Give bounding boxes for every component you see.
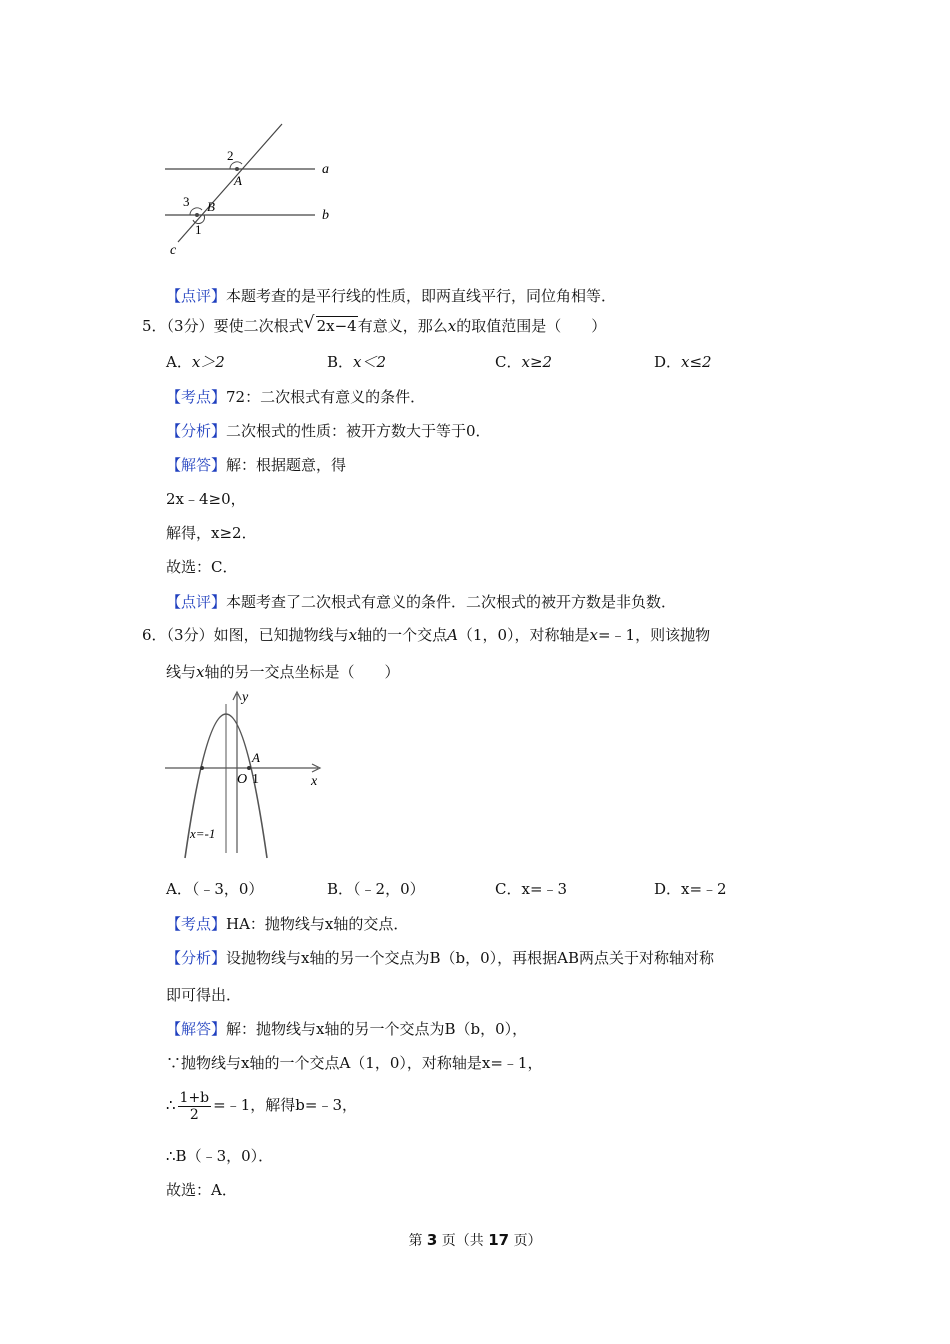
label-y: y [242,690,249,705]
q5-var: x [447,317,457,335]
q5-jieda [166,455,346,475]
parabola-figure [160,688,335,860]
q6-step3: ∴B（﹣3，0）． [166,1147,274,1165]
q4-comment [166,286,616,306]
fraction-denominator: 2 [189,1106,199,1123]
comment-tag: 【点评】 [166,287,227,305]
stem-text: （1，0），对称轴是 [457,626,590,644]
q5-option-c [495,352,552,372]
jieda-tag: 【解答】 [166,1020,227,1038]
therefore-symbol: ∴ [166,1096,176,1114]
jieda-text: 解：抛物线与x轴的另一个交点为B（b，0）， [226,1020,528,1038]
line-c [178,124,282,242]
q6-option-b [327,879,425,899]
point-A-dot [247,766,251,770]
fenxi-tag: 【分析】 [166,949,227,967]
sqrt-expression [303,313,358,336]
option-letter: B． [327,353,354,371]
fraction [178,1090,212,1123]
footer-text: 页） [513,1233,542,1249]
label-1: 1 [252,772,259,787]
q5-step3: 故选：C． [166,558,238,576]
q5-option-a [166,352,225,372]
label-b: b [322,208,329,223]
q5-option-d [654,352,712,372]
point-A-dot [235,167,239,171]
option-expr: x=﹣3 [521,880,568,898]
stem-var: x [589,626,598,644]
kaodian-text: 72：二次根式有意义的条件． [226,388,426,406]
q5-stem-pre: 5．（3分）要使二次根式 [142,317,304,335]
q6-fenxi-line1 [166,948,714,968]
q5-step2: 解得，x≥2． [166,524,257,542]
stem-var: x [196,663,205,681]
kaodian-text: HA：抛物线与x轴的交点． [226,915,409,933]
label-A: A [252,750,260,765]
q5-stem-mid: 有意义，那么 [357,317,448,335]
q6-stem-line2 [166,662,400,682]
label-x: x [311,774,318,789]
label-c: c [170,243,177,258]
option-letter: A． [166,353,192,371]
q5-fenxi [166,421,491,441]
option-letter: D． [654,880,682,898]
step-text: =﹣1，解得b=﹣3， [213,1096,357,1114]
fenxi-text: 设抛物线与x轴的另一个交点为B（b，0），再根据AB两点关于对称轴对称 [226,949,715,967]
stem-var: A [447,626,458,644]
q6-option-a [166,879,263,899]
option-expr: x≤2 [681,353,712,371]
option-expr: x=﹣2 [681,880,727,898]
option-expr: x＜2 [353,353,387,371]
option-expr: （﹣3，0） [191,880,264,898]
parallel-lines-figure [160,118,360,263]
q5-comment [166,592,676,612]
label-1: 1 [195,222,202,237]
option-letter: C． [495,353,522,371]
stem-var: x [348,626,358,644]
fraction-numerator: 1+b [179,1089,210,1106]
option-letter: B． [327,880,354,898]
jieda-text: 解：根据题意，得 [226,456,347,474]
kaodian-tag: 【考点】 [166,915,227,933]
radicand: 2x−4 [316,317,357,335]
q6-kaodian [166,914,408,934]
symmetry-axis-label: x=-1 [190,826,216,841]
kaodian-tag: 【考点】 [166,388,227,406]
stem-text: =﹣1，则该抛物 [597,626,711,644]
point-B-dot [195,213,199,217]
q6-stem-line1 [142,625,710,645]
stem-text: 6．（3分）如图，已知抛物线与 [142,626,349,644]
option-expr: （﹣2，0） [353,880,425,898]
comment-text: 本题考查了二次根式有意义的条件．二次根式的被开方数是非负数． [226,593,677,611]
option-letter: C． [495,880,522,898]
label-3: 3 [183,194,190,209]
total-pages: 17 [488,1231,510,1249]
footer-text: 第 [408,1233,423,1249]
stem-text: 轴的一个交点 [357,626,448,644]
label-O: O [237,772,248,787]
q6-step2 [166,1088,357,1123]
q6-step1: ∵抛物线与x轴的一个交点A（1，0），对称轴是x=﹣1， [166,1054,543,1072]
label-2: 2 [227,148,234,163]
stem-text: 线与 [166,663,197,681]
label-A: A [234,173,242,188]
q6-option-d [654,879,727,899]
page-number: 3 [426,1231,438,1249]
label-a: a [322,162,329,177]
fenxi-tag: 【分析】 [166,422,227,440]
sqrt-icon: √ [303,313,315,333]
q6-jieda [166,1019,527,1039]
q6-option-c [495,879,567,899]
comment-text: 本题考查的是平行线的性质，即两直线平行，同位角相等． [226,287,617,305]
option-letter: A． [166,880,192,898]
q6-step4: 故选：A． [166,1181,237,1199]
point-left-dot [200,766,204,770]
q5-option-b [327,352,386,372]
comment-tag: 【点评】 [166,593,227,611]
q5-kaodian [166,387,425,407]
q6-fenxi-line2: 即可得出． [166,986,242,1004]
fenxi-text: 二次根式的性质：被开方数大于等于0． [226,422,491,440]
option-letter: D． [654,353,682,371]
page-footer [0,1230,950,1250]
stem-text: 轴的另一交点坐标是（ ） [204,663,400,681]
q5-step1: 2x﹣4≥0， [166,490,246,508]
option-expr: x≥2 [521,353,553,371]
option-expr: x＞2 [191,353,225,371]
footer-text: 页（共 [441,1233,484,1249]
jieda-tag: 【解答】 [166,456,227,474]
q5-stem-post: 的取值范围是（ ） [456,317,607,335]
q5-stem [142,313,607,336]
label-B: B [207,199,215,214]
